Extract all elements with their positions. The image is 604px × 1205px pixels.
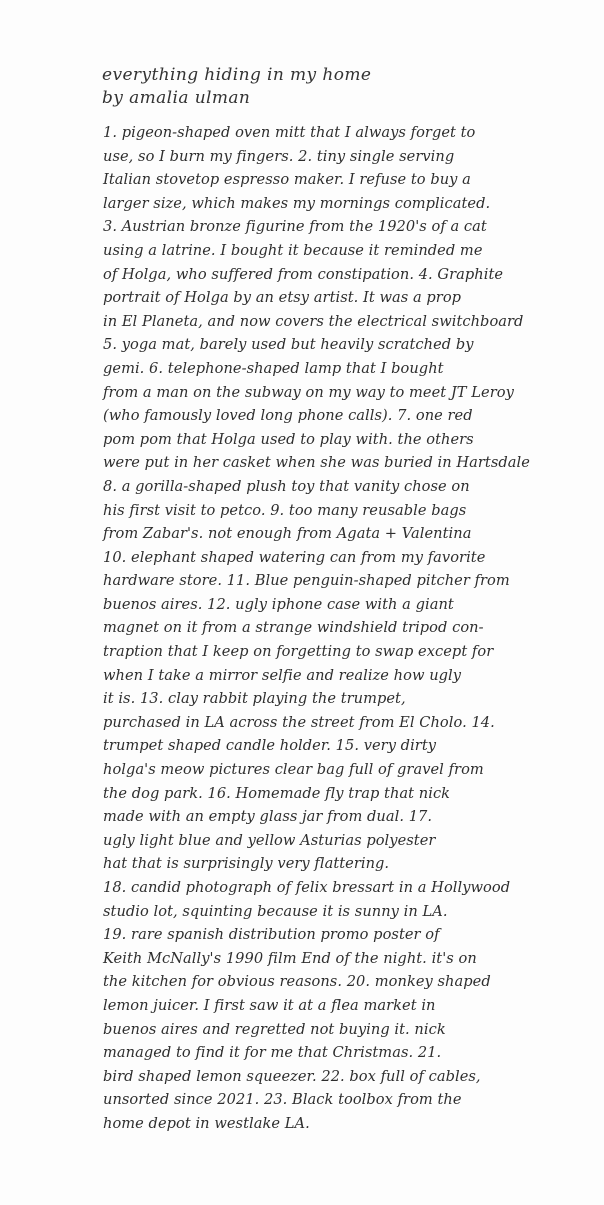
text-line: buenos aires and regretted not buying it. nick — [103, 1020, 446, 1038]
handwritten-list — [103, 121, 533, 1136]
text-line: hardware store. 11. Blue penguin-shaped pitcher from — [103, 572, 510, 590]
text-line: use, so I burn my fingers. 2. tiny single serving — [103, 147, 455, 165]
text-line: bird shaped lemon squeezer. 22. box full of cables, — [103, 1067, 481, 1085]
text-line: studio lot, squinting because it is sunny in LA. — [103, 902, 448, 920]
page-title: everything hiding in my home — [102, 65, 372, 85]
text-line: unsorted since 2021. 23. Black toolbox from the — [103, 1091, 462, 1109]
text-line: from Zabar's. not enough from Agata + Valentina — [103, 525, 472, 543]
text-line: Italian stovetop espresso maker. I refuse to buy a — [103, 171, 471, 189]
text-line: the dog park. 16. Homemade fly trap that nick — [103, 784, 451, 802]
text-line: 1. pigeon-shaped oven mitt that I always forget to — [103, 124, 476, 141]
text-line: ugly light blue and yellow Asturias polyester — [103, 831, 436, 849]
text-line: 18. candid photograph of felix bressart in a Hollywood — [103, 879, 511, 896]
text-line: traption that I keep on forgetting to swap except for — [103, 643, 494, 661]
text-line: using a latrine. I bought it because it reminded me — [103, 241, 483, 259]
byline: by amalia ulman — [102, 88, 251, 108]
text-line: 10. elephant shaped watering can from my favorite — [103, 548, 486, 566]
text-line: in El Planeta, and now covers the electrical switchboard — [103, 312, 524, 330]
text-line: were put in her casket when she was buried in Hartsdale — [103, 454, 530, 472]
text-line: larger size, which makes my mornings complicated. — [103, 194, 491, 212]
text-line: managed to find it for me that Christmas. 21. — [103, 1044, 442, 1062]
text-line: hat that is surprisingly very flattering. — [103, 855, 390, 873]
text-line: pom pom that Holga used to play with. the others — [103, 430, 474, 448]
text-line: of Holga, who suffered from constipation. 4. Graphite — [103, 265, 504, 283]
text-line: holga's meow pictures clear bag full of gravel from — [103, 761, 484, 779]
text-line: 3. Austrian bronze figurine from the 1920's of a cat — [103, 218, 487, 236]
text-line: purchased in LA across the street from El Cholo. 14. — [103, 713, 495, 731]
text-line: made with an empty glass jar from dual. 17. — [103, 808, 433, 826]
text-line: buenos aires. 12. ugly iphone case with a giant — [103, 595, 454, 613]
text-line: home depot in westlake LA. — [103, 1114, 310, 1132]
text-line: magnet on it from a strange windshield tripod con- — [103, 619, 484, 637]
text-line: from a man on the subway on my way to meet JT Leroy — [103, 383, 514, 401]
text-line: (who famously loved long phone calls). 7. one red — [103, 407, 473, 425]
text-line: Keith McNally's 1990 film End of the night. it's on — [103, 949, 477, 967]
text-line: 5. yoga mat, barely used but heavily scratched by — [103, 336, 474, 354]
text-line: 8. a gorilla-shaped plush toy that vanity chose on — [103, 477, 470, 495]
text-line: portrait of Holga by an etsy artist. It was a prop — [103, 289, 462, 307]
text-line: his first visit to petco. 9. too many reusable bags — [103, 501, 467, 519]
title-block — [102, 64, 522, 110]
text-line: lemon juicer. I first saw it at a flea market in — [103, 996, 436, 1014]
text-line: when I take a mirror selfie and realize how ugly — [103, 666, 462, 684]
text-line: 19. rare spanish distribution promo poster of — [103, 926, 440, 944]
text-line: gemi. 6. telephone-shaped lamp that I bought — [103, 359, 444, 377]
text-line: trumpet shaped candle holder. 15. very dirty — [103, 737, 437, 755]
text-line: the kitchen for obvious reasons. 20. monkey shaped — [103, 973, 491, 991]
text-line: it is. 13. clay rabbit playing the trumpet, — [103, 690, 406, 708]
